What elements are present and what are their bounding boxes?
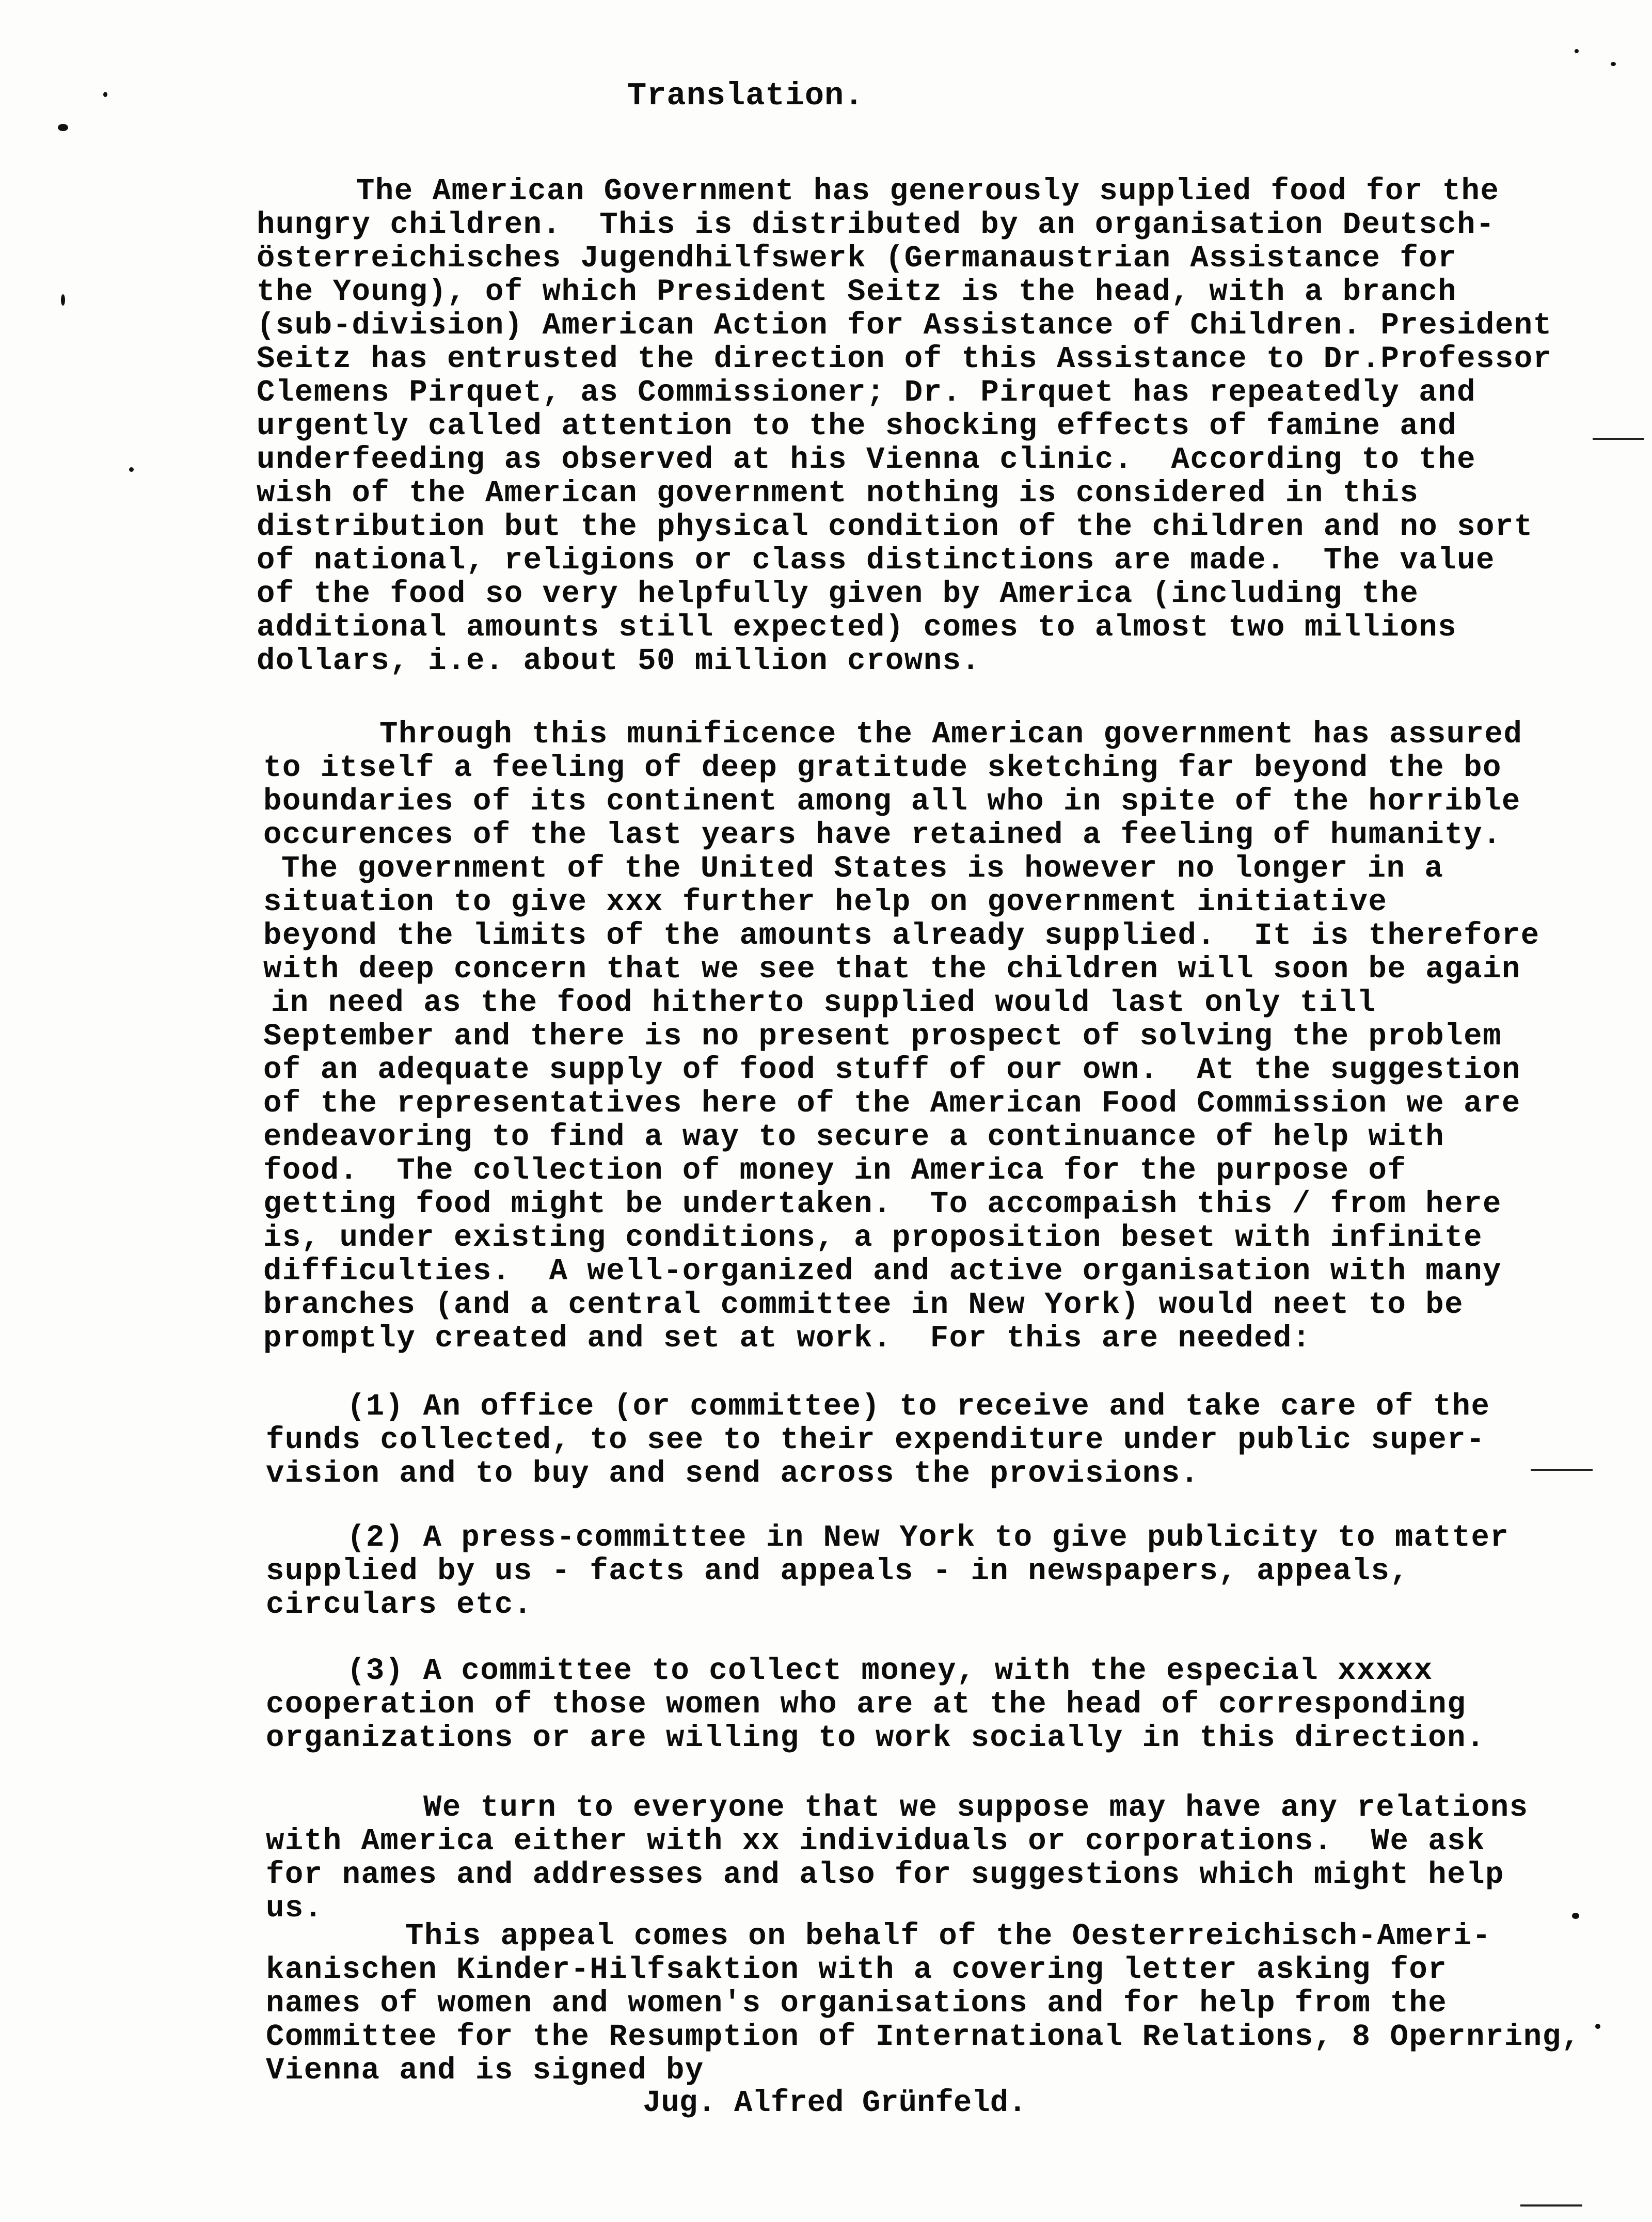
- scan-speck: [61, 294, 65, 306]
- text-line: We turn to everyone that we suppose may have any relations: [423, 1790, 1529, 1825]
- text-line: us.: [266, 1891, 323, 1926]
- text-line: getting food might be undertaken. To accompaish this / from here: [263, 1187, 1502, 1221]
- paragraph-2: [0, 718, 1652, 1355]
- text-line: hungry children. This is distributed by an organisation Deutsch-: [257, 208, 1495, 242]
- text-line: with America either with xx individuals or corporations. We ask: [266, 1824, 1485, 1859]
- text-line: Seitz has entrusted the direction of this Assistance to Dr.Professor: [257, 342, 1552, 376]
- text-line: The American Government has generously supplied food for the: [356, 174, 1500, 209]
- text-line: names of women and women's organisations and for help from the: [266, 1986, 1448, 2021]
- text-line: (1) An office (or committee) to receive and take care of the: [347, 1389, 1490, 1424]
- text-line: Clemens Pirquet, as Commissioner; Dr. Pirquet has repeatedly and: [257, 375, 1476, 410]
- text-line: österreichisches Jugendhilfswerk (Germanaustrian Assistance for: [257, 241, 1457, 276]
- text-line: endeavoring to find a way to secure a continuance of help with: [263, 1120, 1445, 1154]
- text-line: the Young), of which President Seitz is the head, with a branch: [257, 275, 1457, 309]
- scan-speck: [129, 467, 134, 472]
- text-line: food. The collection of money in America for the purpose of: [263, 1153, 1407, 1188]
- scan-speck: [58, 124, 68, 131]
- text-line: urgently called attention to the shocking effects of famine and: [257, 409, 1457, 443]
- text-line: The government of the United States is however no longer in a: [281, 851, 1444, 886]
- scan-speck: [103, 92, 107, 97]
- text-line: of the food so very helpfully given by America (including the: [257, 577, 1419, 611]
- text-line: cooperation of those women who are at the head of corresponding: [266, 1687, 1467, 1722]
- scan-speck: [1611, 62, 1616, 66]
- text-line: (sub-division) American Action for Assistance of Children. President: [257, 308, 1552, 343]
- text-line: Through this munificence the American government has assured: [379, 717, 1523, 752]
- paragraph-1: [0, 174, 1652, 678]
- paragraph-6: [0, 1791, 1652, 1925]
- document-title: Translation.: [627, 77, 864, 114]
- paragraph-item-1: [0, 1390, 1652, 1490]
- text-line: September and there is no present prospect of solving the problem: [263, 1019, 1502, 1054]
- margin-dash-mark: [1531, 1469, 1593, 1471]
- text-line: circulars etc.: [266, 1588, 533, 1622]
- text-line: supplied by us - facts and appeals - in newspapers, appeals,: [266, 1554, 1409, 1589]
- text-line: organizations or are willing to work socially in this direction.: [266, 1721, 1485, 1755]
- text-line: (2) A press-committee in New York to give publicity to matter: [347, 1520, 1510, 1555]
- paragraph-item-2: [0, 1521, 1652, 1622]
- text-line: difficulties. A well-organized and active organisation with many: [263, 1254, 1502, 1289]
- text-line: kanischen Kinder-Hilfsaktion with a covering letter asking for: [266, 1953, 1448, 1987]
- text-line: Committee for the Resumption of International Relations, 8 Opernring,: [266, 2020, 1581, 2054]
- text-line: underfeeding as observed at his Vienna clinic. According to the: [257, 442, 1476, 477]
- margin-dash-mark: [1520, 2204, 1582, 2207]
- text-line: distribution but the physical condition of the children and no sort: [257, 510, 1533, 544]
- text-line: situation to give xxx further help on government initiative: [263, 885, 1388, 919]
- signature-line: Jug. Alfred Grünfeld.: [643, 2086, 1027, 2120]
- text-line: of an adequate supply of food stuff of our own. At the suggestion: [263, 1053, 1521, 1087]
- text-line: This appeal comes on behalf of the Oesterreichisch-Ameri-: [405, 1919, 1491, 1954]
- text-line: of the representatives here of the American Food Commission we are: [263, 1086, 1521, 1121]
- text-line: vision and to buy and send across the provisions.: [266, 1456, 1200, 1491]
- text-line: beyond the limits of the amounts already supplied. It is therefore: [263, 918, 1540, 953]
- scan-speck: [1572, 1913, 1579, 1919]
- text-line: wish of the American government nothing is considered in this: [257, 476, 1419, 511]
- text-line: to itself a feeling of deep gratitude sketching far beyond the bo: [263, 751, 1502, 785]
- text-line: is, under existing conditions, a proposition beset with infinite: [263, 1220, 1483, 1255]
- text-line: promptly created and set at work. For this are needed:: [263, 1321, 1311, 1356]
- text-line: in need as the food hitherto supplied would last only till: [271, 986, 1376, 1020]
- text-line: of national, religions or class distinctions are made. The value: [257, 543, 1495, 578]
- text-line: additional amounts still expected) comes to almost two millions: [257, 610, 1457, 645]
- margin-dash-mark: [1593, 438, 1644, 440]
- text-line: branches (and a central committee in New York) would neet to be: [263, 1288, 1464, 1322]
- text-line: boundaries of its continent among all who in spite of the horrible: [263, 784, 1521, 819]
- scan-speck: [1595, 2024, 1600, 2029]
- text-line: occurences of the last years have retained a feeling of humanity.: [263, 818, 1502, 852]
- text-line: (3) A committee to collect money, with the especial xxxxx: [347, 1654, 1433, 1688]
- paragraph-item-3: [0, 1654, 1652, 1755]
- text-line: with deep concern that we see that the children will soon be again: [263, 952, 1521, 987]
- paragraph-7: [0, 1919, 1652, 2087]
- text-line: funds collected, to see to their expenditure under public super-: [266, 1423, 1485, 1457]
- text-line: Vienna and is signed by: [266, 2053, 704, 2088]
- text-line: for names and addresses and also for suggestions which might help: [266, 1858, 1504, 1892]
- text-line: dollars, i.e. about 50 million crowns.: [257, 644, 981, 678]
- scan-speck: [1575, 49, 1579, 53]
